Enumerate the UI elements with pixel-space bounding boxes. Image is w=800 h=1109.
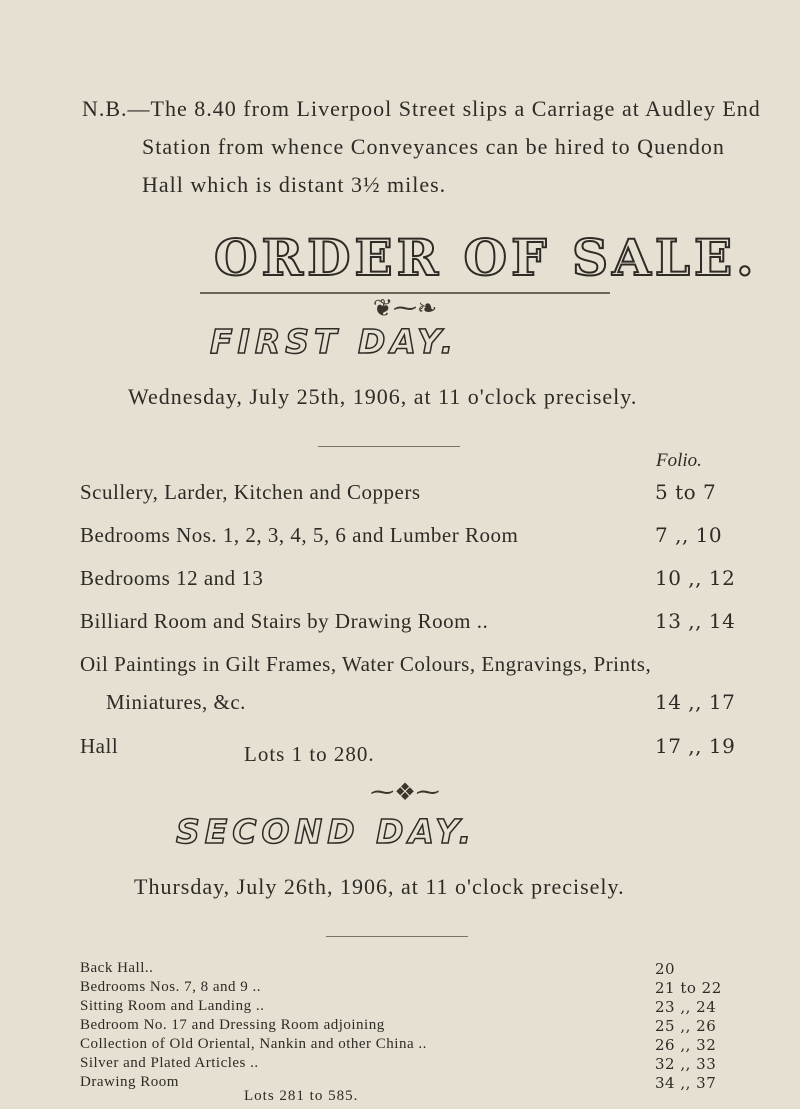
entry-folio: 23 ,, 24 (655, 998, 717, 1016)
entry-folio: 34 ,, 37 (655, 1074, 717, 1092)
divider-rule (318, 446, 460, 447)
entry-label: Hall (80, 734, 119, 758)
list-item (80, 734, 770, 777)
entry-label-continued: Miniatures, &c. (106, 690, 246, 714)
first-day-entries (80, 480, 770, 777)
entry-folio: 17 ,, 19 (655, 734, 736, 758)
entry-folio: 7 ,, 10 (655, 523, 723, 547)
entry-label: Bedroom No. 17 and Dressing Room adjoining (80, 1017, 385, 1033)
entry-label: Back Hall.. (80, 960, 154, 976)
first-day-date: Wednesday, July 25th, 1906, at 11 o'clock precisely. (128, 384, 638, 409)
entry-folio: 21 to 22 (655, 979, 722, 997)
divider-rule (326, 936, 468, 937)
entry-label: Bedrooms 12 and 13 (80, 566, 264, 590)
list-item (80, 523, 770, 566)
list-item (80, 1017, 770, 1036)
list-item (80, 960, 770, 979)
entry-folio: 13 ,, 14 (655, 609, 736, 633)
list-item (80, 609, 770, 652)
note-line: N.B.—The 8.40 from Liverpool Street slips a Carriage at Audley End (82, 96, 761, 121)
entry-label: Bedrooms Nos. 1, 2, 3, 4, 5, 6 and Lumber Room (80, 523, 519, 547)
note-line: Hall which is distant 3½ miles. (142, 172, 447, 197)
list-item (80, 979, 770, 998)
scroll-ornament-icon: ❦⁓❧ (372, 296, 438, 322)
order-of-sale-title: ORDER OF SALE. (214, 228, 758, 287)
entry-folio: 26 ,, 32 (655, 1036, 717, 1054)
entry-folio: 10 ,, 12 (655, 566, 736, 590)
entry-folio: 25 ,, 26 (655, 1017, 717, 1035)
second-day-date: Thursday, July 26th, 1906, at 11 o'clock precisely. (134, 874, 625, 899)
first-day-lots: Lots 1 to 280. (244, 742, 375, 766)
entry-label: Drawing Room (80, 1074, 179, 1090)
list-item (80, 998, 770, 1017)
list-item (80, 566, 770, 609)
entry-folio: 5 to 7 (655, 480, 717, 504)
list-item (80, 1036, 770, 1055)
note-line: Station from whence Conveyances can be hired to Quendon (142, 134, 725, 159)
second-day-lots: Lots 281 to 585. (244, 1088, 359, 1104)
entry-label: Silver and Plated Articles .. (80, 1055, 259, 1071)
entry-label: Billiard Room and Stairs by Drawing Room .. (80, 609, 489, 633)
entry-folio: 14 ,, 17 (655, 690, 736, 714)
list-item (80, 480, 770, 523)
list-item (80, 652, 770, 734)
list-item (80, 1074, 770, 1093)
entry-label: Collection of Old Oriental, Nankin and other China .. (80, 1036, 427, 1052)
second-day-entries (80, 960, 770, 1093)
list-item (80, 1055, 770, 1074)
entry-folio: 32 ,, 33 (655, 1055, 717, 1073)
folio-label: Folio. (656, 450, 702, 471)
travel-note (82, 90, 762, 204)
entry-label: Scullery, Larder, Kitchen and Coppers (80, 480, 421, 504)
entry-label: Oil Paintings in Gilt Frames, Water Colours, Engravings, Prints, (80, 652, 652, 676)
scroll-ornament-icon: ⁓❖⁓ (370, 780, 440, 806)
entry-label: Sitting Room and Landing .. (80, 998, 265, 1014)
second-day-heading: SECOND DAY. (176, 812, 477, 851)
first-day-heading: FIRST DAY. (210, 322, 459, 361)
entry-folio: 20 (655, 960, 676, 978)
entry-label: Bedrooms Nos. 7, 8 and 9 .. (80, 979, 261, 995)
